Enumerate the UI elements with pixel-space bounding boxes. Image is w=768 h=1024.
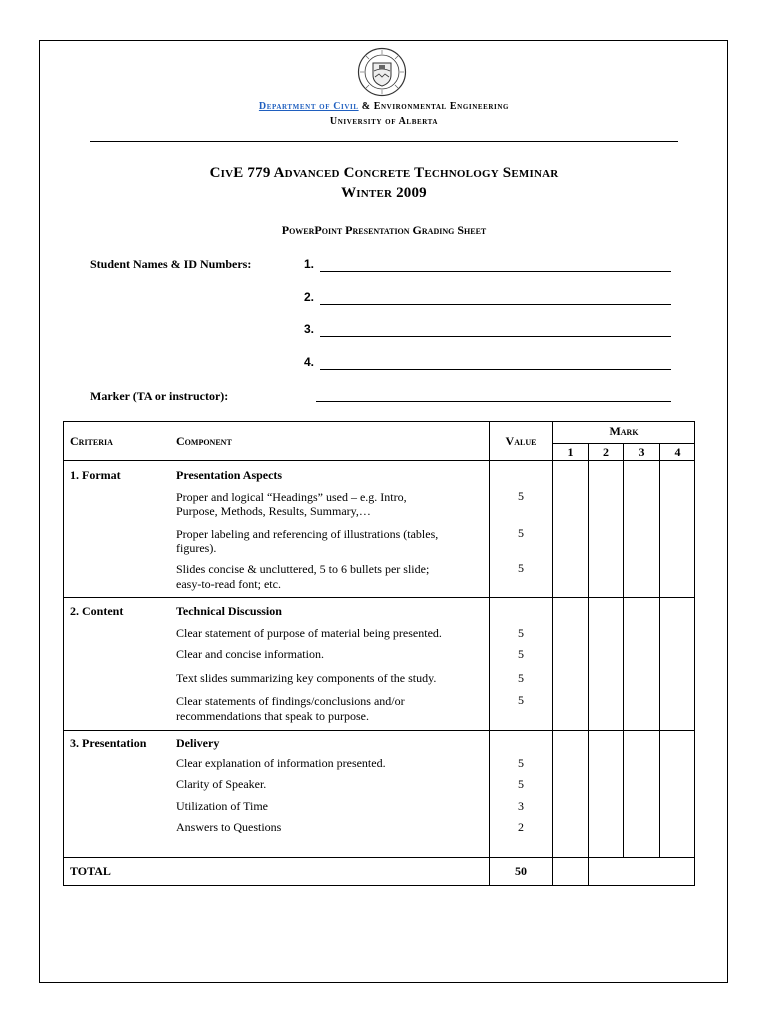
item-value: 5 (518, 647, 524, 661)
marker-line[interactable] (316, 401, 671, 402)
student-line-1[interactable] (320, 271, 671, 272)
component-item: Proper labeling and referencing of illustrations (tables, (176, 527, 439, 541)
component-item: Purpose, Methods, Results, Summary,… (176, 504, 371, 518)
table-border-top (63, 421, 695, 422)
criteria-presentation: 3. Presentation (70, 736, 147, 750)
item-value: 5 (518, 756, 524, 770)
component-item: Clarity of Speaker. (176, 777, 267, 791)
component-item: Text slides summarizing key components of the study. (176, 671, 437, 685)
criteria-header: Criteria (70, 434, 113, 448)
component-item: Utilization of Time (176, 799, 269, 813)
component-item: figures). (176, 541, 217, 555)
university-seal-logo (357, 47, 407, 97)
student-number-2: 2. (304, 290, 315, 304)
mark-col-rule-2 (623, 443, 624, 858)
student-number-1: 1. (304, 257, 315, 271)
component-item: Clear and concise information. (176, 647, 324, 661)
mark-subheader-rule (553, 443, 695, 444)
marker-label: Marker (TA or instructor): (90, 389, 229, 403)
component-item: recommendations that speak to purpose. (176, 709, 369, 723)
component-item: Answers to Questions (176, 820, 282, 834)
student-number-3: 3. (304, 322, 315, 336)
mark-col-1-header: 1 (567, 445, 574, 459)
header-bottom-rule (63, 460, 695, 461)
item-value: 5 (518, 561, 524, 575)
item-value: 5 (518, 671, 524, 685)
mark-col-4-header: 4 (674, 445, 681, 459)
student-line-2[interactable] (320, 304, 671, 305)
grading-table (63, 421, 695, 886)
component-item: easy-to-read font; etc. (176, 577, 281, 591)
value-header: Value (505, 434, 537, 448)
department-link[interactable]: Department of Civil (258, 101, 359, 112)
item-value: 5 (518, 626, 524, 640)
student-names-label: Student Names & ID Numbers: (90, 257, 252, 271)
item-value: 5 (518, 693, 524, 707)
sheet-subtitle: PowerPoint Presentation Grading Sheet (281, 223, 487, 237)
mark-header: Mark (609, 424, 639, 438)
term-title: Winter 2009 (341, 185, 427, 201)
section-rule-3 (63, 857, 695, 858)
mark-col-rule-1 (588, 443, 589, 886)
item-value: 5 (518, 489, 524, 503)
mark-col-rule-3 (659, 443, 660, 858)
criteria-format: 1. Format (70, 468, 121, 482)
section-rule-2 (63, 730, 695, 731)
component-item: Clear statement of purpose of material being presented. (176, 626, 442, 640)
component-title-delivery: Delivery (176, 736, 220, 750)
table-border-left (63, 421, 64, 886)
section-rule-1 (63, 597, 695, 598)
criteria-content: 2. Content (70, 604, 124, 618)
component-item: Slides concise & uncluttered, 5 to 6 bullets per slide; (176, 562, 430, 576)
department-rest: & Environmental Engineering (358, 101, 510, 112)
student-number-4: 4. (304, 355, 315, 369)
header-divider (90, 141, 678, 142)
item-value: 2 (518, 820, 524, 834)
component-header: Component (176, 434, 232, 448)
table-border-bottom (63, 885, 695, 886)
mark-col-2-header: 2 (603, 445, 609, 459)
total-label: TOTAL (70, 864, 111, 878)
component-item: Proper and logical “Headings” used – e.g. Intro, (176, 490, 407, 504)
course-title: CivE 779 Advanced Concrete Technology Seminar (209, 165, 559, 181)
total-value: 50 (515, 864, 527, 878)
component-item: Clear statements of findings/conclusions and/or (176, 694, 405, 708)
university-name: University of Alberta (329, 116, 439, 127)
component-item: Clear explanation of information presented. (176, 756, 386, 770)
mark-col-3-header: 3 (638, 445, 645, 459)
department-line (0, 101, 768, 112)
item-value: 5 (518, 777, 524, 791)
student-line-3[interactable] (320, 336, 671, 337)
student-line-4[interactable] (320, 369, 671, 370)
component-title-content: Technical Discussion (176, 604, 282, 618)
table-border-right (694, 421, 695, 886)
component-title-format: Presentation Aspects (176, 468, 283, 482)
item-value: 5 (518, 526, 524, 540)
item-value: 3 (518, 799, 524, 813)
